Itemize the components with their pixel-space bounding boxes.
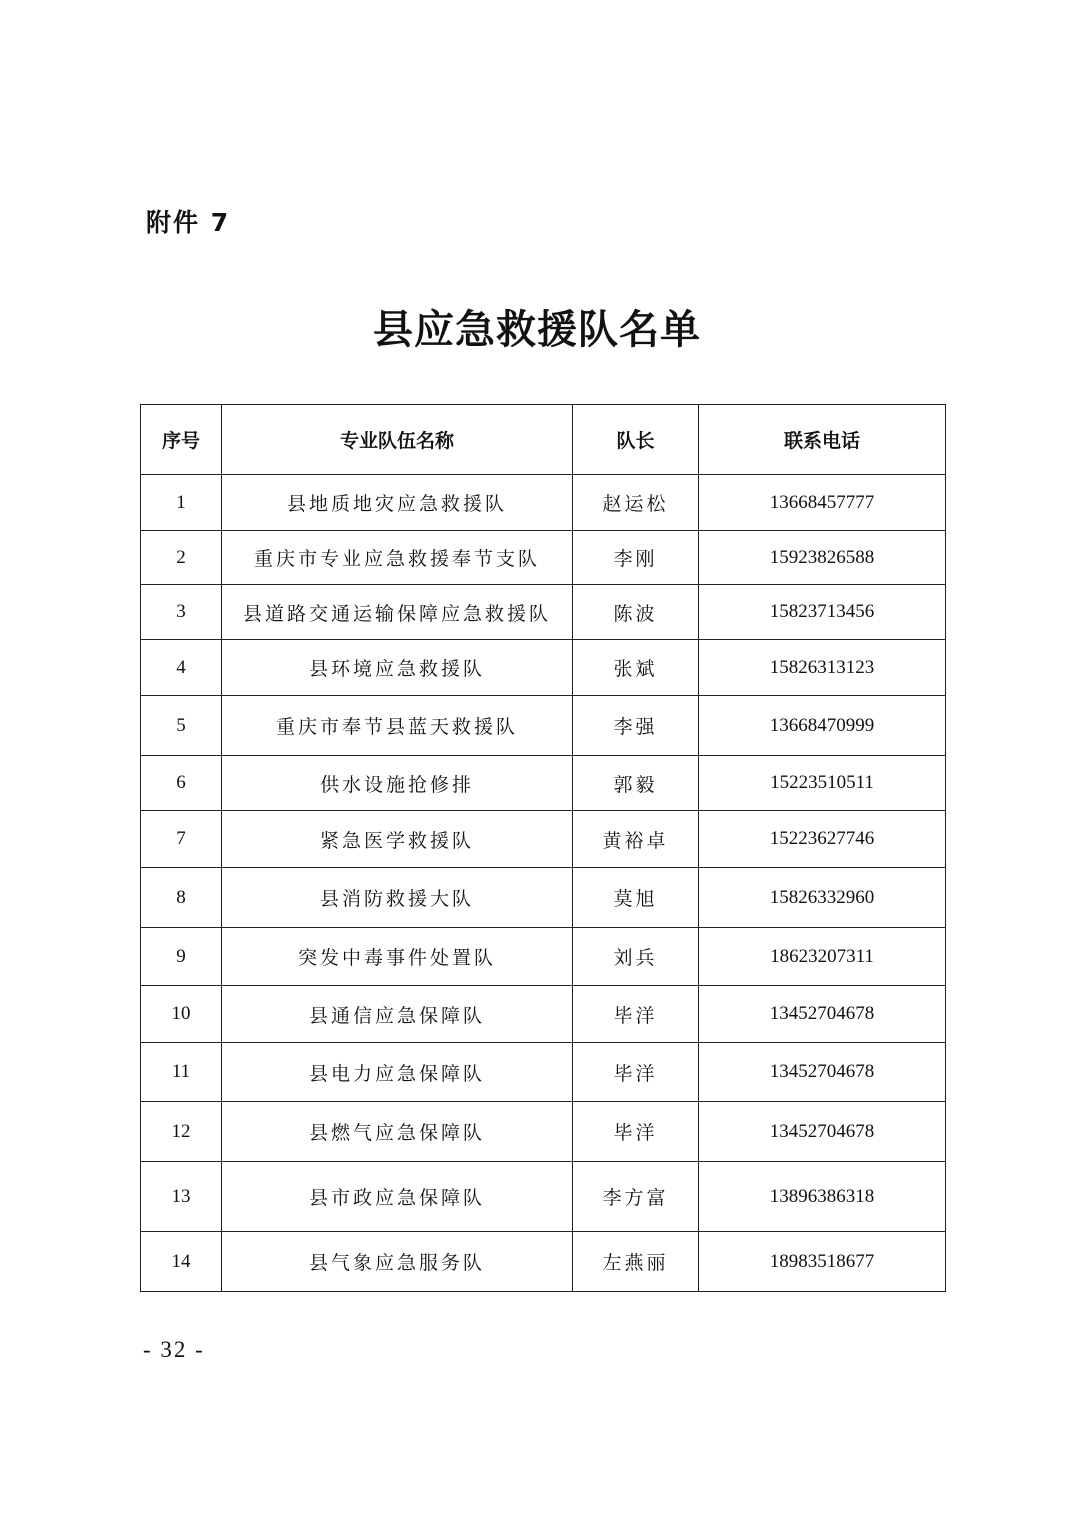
table-row — [141, 811, 946, 868]
row-index: 2 — [141, 531, 222, 585]
team-name: 重庆市专业应急救援奉节支队 — [222, 531, 573, 585]
team-leader: 郭毅 — [573, 756, 699, 811]
team-name: 县环境应急救援队 — [222, 640, 573, 696]
team-leader: 毕洋 — [573, 1102, 699, 1162]
team-leader: 陈波 — [573, 585, 699, 640]
table-row — [141, 640, 946, 696]
table-row — [141, 756, 946, 811]
table-row — [141, 696, 946, 756]
table-row — [141, 531, 946, 585]
team-leader: 李方富 — [573, 1162, 699, 1232]
team-leader: 毕洋 — [573, 986, 699, 1043]
row-index: 3 — [141, 585, 222, 640]
row-index: 8 — [141, 868, 222, 928]
table-header-row — [141, 405, 946, 475]
header-phone: 联系电话 — [699, 405, 946, 475]
row-index: 1 — [141, 475, 222, 531]
contact-phone: 13452704678 — [699, 1102, 946, 1162]
team-leader: 李强 — [573, 696, 699, 756]
contact-phone: 18983518677 — [699, 1232, 946, 1292]
team-leader: 黄裕卓 — [573, 811, 699, 868]
table-row — [141, 475, 946, 531]
team-name: 县地质地灾应急救援队 — [222, 475, 573, 531]
team-leader: 左燕丽 — [573, 1232, 699, 1292]
row-index: 6 — [141, 756, 222, 811]
contact-phone: 18623207311 — [699, 928, 946, 986]
team-name: 县气象应急服务队 — [222, 1232, 573, 1292]
page-number: - 32 - — [143, 1337, 205, 1362]
header-team-name: 专业队伍名称 — [222, 405, 573, 475]
team-name: 突发中毒事件处置队 — [222, 928, 573, 986]
contact-phone: 15826313123 — [699, 640, 946, 696]
team-leader: 莫旭 — [573, 868, 699, 928]
row-index: 10 — [141, 986, 222, 1043]
table-row — [141, 1043, 946, 1102]
table-row — [141, 1162, 946, 1232]
table-row — [141, 1232, 946, 1292]
table-row — [141, 868, 946, 928]
team-name: 县市政应急保障队 — [222, 1162, 573, 1232]
contact-phone: 13668457777 — [699, 475, 946, 531]
contact-phone: 15826332960 — [699, 868, 946, 928]
team-leader: 赵运松 — [573, 475, 699, 531]
contact-phone: 15823713456 — [699, 585, 946, 640]
team-name: 县道路交通运输保障应急救援队 — [222, 585, 573, 640]
team-leader: 毕洋 — [573, 1043, 699, 1102]
team-name: 重庆市奉节县蓝天救援队 — [222, 696, 573, 756]
contact-phone: 15223510511 — [699, 756, 946, 811]
contact-phone: 13896386318 — [699, 1162, 946, 1232]
row-index: 14 — [141, 1232, 222, 1292]
contact-phone: 15223627746 — [699, 811, 946, 868]
header-leader: 队长 — [573, 405, 699, 475]
team-name: 县消防救援大队 — [222, 868, 573, 928]
team-name: 供水设施抢修排 — [222, 756, 573, 811]
contact-phone: 13452704678 — [699, 986, 946, 1043]
team-leader: 张斌 — [573, 640, 699, 696]
page-title: 县应急救援队名单 — [373, 306, 701, 353]
team-name: 紧急医学救援队 — [222, 811, 573, 868]
row-index: 12 — [141, 1102, 222, 1162]
team-name: 县电力应急保障队 — [222, 1043, 573, 1102]
attachment-label: 附件 7 — [146, 208, 231, 237]
team-name: 县通信应急保障队 — [222, 986, 573, 1043]
header-index: 序号 — [141, 405, 222, 475]
team-leader: 李刚 — [573, 531, 699, 585]
row-index: 9 — [141, 928, 222, 986]
table-row — [141, 928, 946, 986]
table-row — [141, 585, 946, 640]
contact-phone: 15923826588 — [699, 531, 946, 585]
row-index: 11 — [141, 1043, 222, 1102]
table-row — [141, 1102, 946, 1162]
contact-phone: 13452704678 — [699, 1043, 946, 1102]
team-name: 县燃气应急保障队 — [222, 1102, 573, 1162]
team-leader: 刘兵 — [573, 928, 699, 986]
table-row — [141, 986, 946, 1043]
row-index: 13 — [141, 1162, 222, 1232]
contact-phone: 13668470999 — [699, 696, 946, 756]
row-index: 4 — [141, 640, 222, 696]
row-index: 5 — [141, 696, 222, 756]
rescue-team-table — [140, 404, 946, 1292]
row-index: 7 — [141, 811, 222, 868]
